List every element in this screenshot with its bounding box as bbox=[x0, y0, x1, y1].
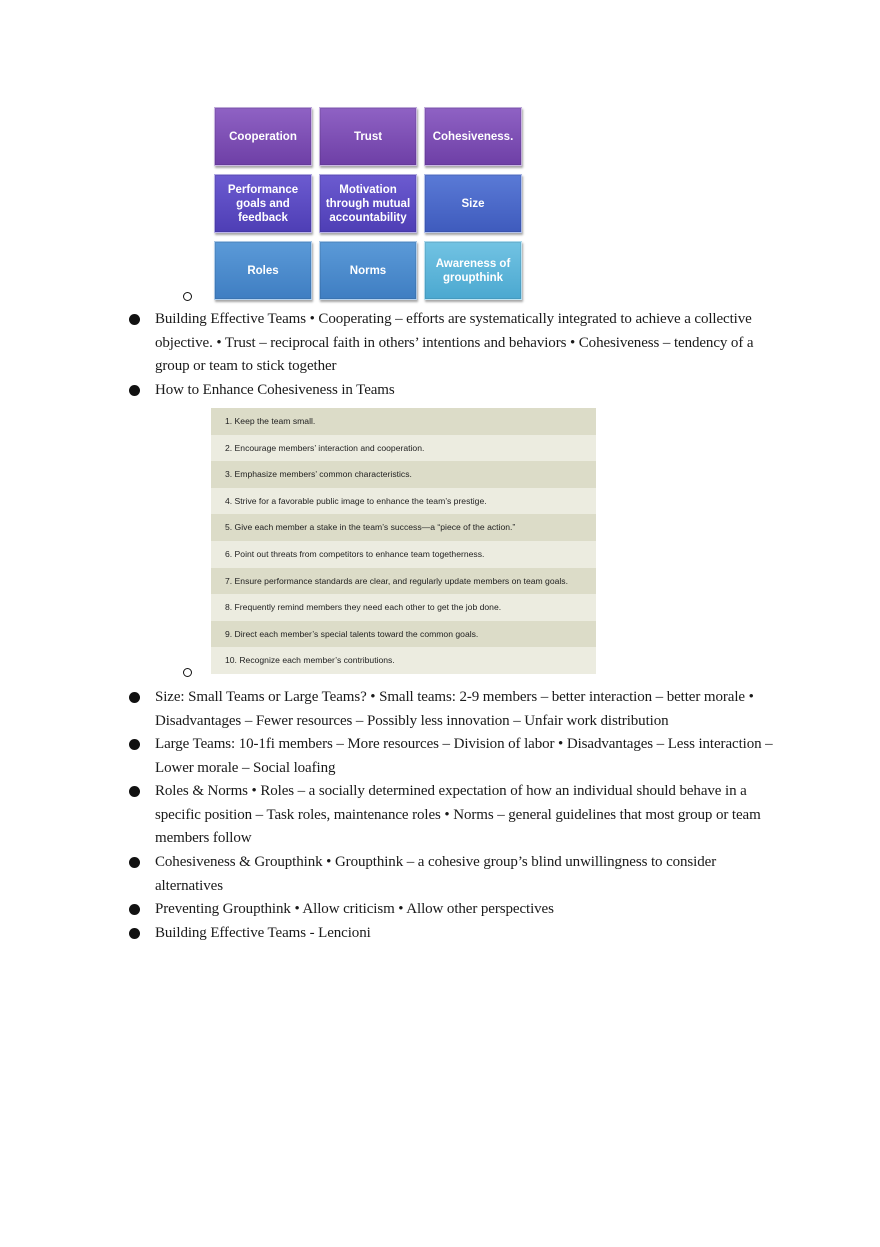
list-item: 2. Encourage members’ interaction and cooperation. bbox=[211, 435, 596, 462]
bullet-dot-icon bbox=[129, 928, 140, 939]
tile-roles: Roles bbox=[214, 241, 312, 300]
tile-performance-goals: Performance goals and feedback bbox=[214, 174, 312, 233]
tile-trust: Trust bbox=[319, 107, 417, 166]
tile-motivation: Motivation through mutual accountability bbox=[319, 174, 417, 233]
bullet-text: Cohesiveness & Groupthink • Groupthink – a cohesive group’s blind unwillingness to consider alternatives bbox=[155, 854, 717, 894]
sub-bullet-icon bbox=[183, 668, 192, 677]
bullet-text: Large Teams: 10-1fi members – More resources – Division of labor • Disadvantages – Less interaction – Lower morale – Social loafing bbox=[155, 736, 773, 776]
bullet-lencioni bbox=[155, 922, 785, 946]
bullet-building-effective-teams bbox=[155, 308, 785, 379]
bullet-groupthink bbox=[155, 851, 785, 898]
tile-cohesiveness: Cohesiveness. bbox=[424, 107, 522, 166]
tile-size: Size bbox=[424, 174, 522, 233]
tile-cooperation: Cooperation bbox=[214, 107, 312, 166]
list-item: 8. Frequently remind members they need each other to get the job done. bbox=[211, 594, 596, 621]
bullet-text: Roles & Norms • Roles – a socially determined expectation of how an individual should behave in a specific position – Task roles, maintenance roles • Norms – general guidelines that most group or team members follow bbox=[155, 783, 761, 847]
bullet-preventing-groupthink bbox=[155, 898, 785, 922]
bullet-dot-icon bbox=[129, 786, 140, 797]
bullet-text: Size: Small Teams or Large Teams? • Small teams: 2-9 members – better interaction – better morale • Disadvantages – Fewer resources – Possibly less innovation – Unfair work distribution bbox=[155, 689, 754, 729]
tile-groupthink: Awareness of groupthink bbox=[424, 241, 522, 300]
bullet-text: How to Enhance Cohesiveness in Teams bbox=[155, 382, 395, 398]
bullet-dot-icon bbox=[129, 739, 140, 750]
sub-bullet-icon bbox=[183, 292, 192, 301]
bullet-enhance-cohesiveness bbox=[155, 379, 785, 403]
bullet-dot-icon bbox=[129, 904, 140, 915]
bullet-dot-icon bbox=[129, 857, 140, 868]
bullet-text: Preventing Groupthink • Allow criticism • Allow other perspectives bbox=[155, 901, 554, 917]
bullet-dot-icon bbox=[129, 385, 140, 396]
list-item: 5. Give each member a stake in the team’s success—a “piece of the action.” bbox=[211, 514, 596, 541]
bullet-dot-icon bbox=[129, 314, 140, 325]
list-item: 7. Ensure performance standards are clear, and regularly update members on team goals. bbox=[211, 568, 596, 595]
list-item: 10. Recognize each member’s contributions. bbox=[211, 647, 596, 674]
list-item: 1. Keep the team small. bbox=[211, 408, 596, 435]
bullet-dot-icon bbox=[129, 692, 140, 703]
bullet-roles-norms bbox=[155, 780, 785, 851]
bullet-text: Building Effective Teams • Cooperating – efforts are systematically integrated to achieve a collective objective. • Trust – reciprocal faith in others’ intentions and behaviors • Cohesiveness – tendency of a group or team to stick together bbox=[155, 311, 754, 375]
bullet-large-teams bbox=[155, 733, 785, 780]
list-item: 6. Point out threats from competitors to enhance team togetherness. bbox=[211, 541, 596, 568]
bullet-text: Building Effective Teams - Lencioni bbox=[155, 925, 371, 941]
list-item: 4. Strive for a favorable public image to enhance the team’s prestige. bbox=[211, 488, 596, 515]
list-item: 3. Emphasize members’ common characteristics. bbox=[211, 461, 596, 488]
bullet-team-size bbox=[155, 686, 785, 733]
list-item: 9. Direct each member’s special talents toward the common goals. bbox=[211, 621, 596, 648]
team-factors-diagram bbox=[214, 107, 522, 300]
cohesiveness-tips-table bbox=[211, 408, 596, 674]
tile-norms: Norms bbox=[319, 241, 417, 300]
